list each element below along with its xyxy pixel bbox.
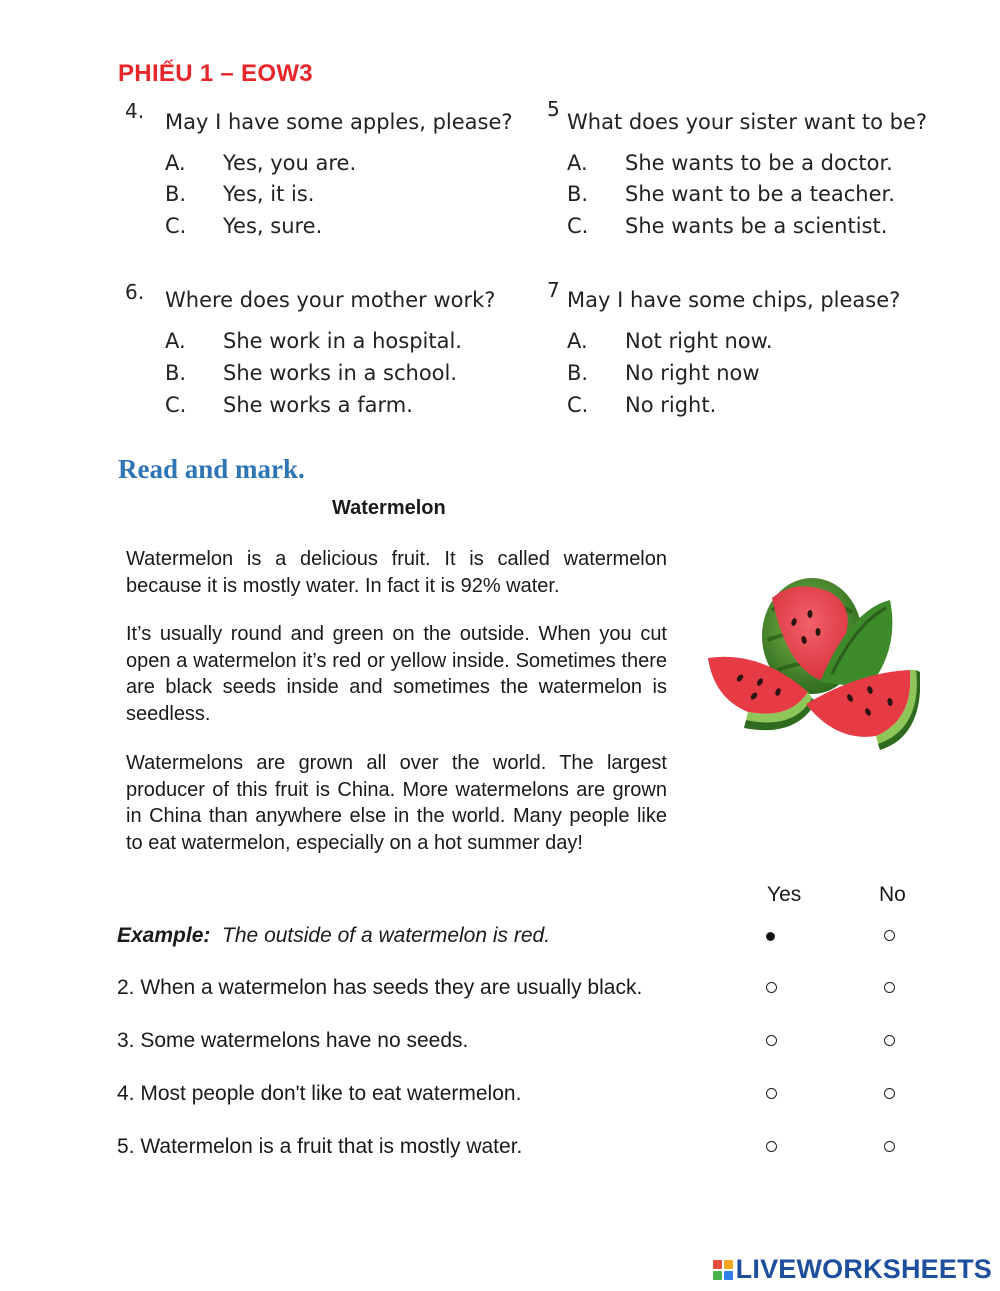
question-5-option-a[interactable]: A. She wants to be a doctor.	[567, 151, 893, 175]
question-4-option-c[interactable]: C. Yes, sure.	[165, 214, 323, 238]
passage-title: Watermelon	[332, 497, 446, 519]
statement-5-yes-radio[interactable]	[766, 1141, 777, 1152]
question-7-option-b[interactable]: B. No right now	[567, 361, 760, 385]
statement-3-no-radio[interactable]	[884, 1035, 895, 1046]
question-5-option-c[interactable]: C. She wants be a scientist.	[567, 214, 888, 238]
statement-2: 2. When a watermelon has seeds they are usually black.	[117, 976, 643, 999]
statement-3-yes-radio[interactable]	[766, 1035, 777, 1046]
question-7-number: 7	[547, 278, 560, 302]
section-title: Read and mark.	[118, 454, 305, 484]
question-5-number: 5	[547, 97, 560, 121]
liveworksheets-logo	[713, 1254, 992, 1285]
passage-paragraph-2: It’s usually round and green on the outside. When you cut open a watermelon it’s red or yellow inside. Sometimes there are black seeds inside and sometimes the watermelon is seedless.	[126, 623, 667, 725]
statement-2-no-radio[interactable]	[884, 982, 895, 993]
passage-paragraph-1: Watermelon is a delicious fruit. It is called watermelon because it is mostly water. In fact it is 92% water.	[126, 548, 667, 597]
question-7-option-a[interactable]: A. Not right now.	[567, 329, 773, 353]
question-6-number: 6.	[125, 280, 145, 304]
question-5-option-b[interactable]: B. She want to be a teacher.	[567, 182, 895, 206]
question-7-text: May I have some chips, please?	[567, 288, 901, 312]
statement-4-no-radio[interactable]	[884, 1088, 895, 1099]
question-4-option-a[interactable]: A. Yes, you are.	[165, 151, 357, 175]
question-4-number: 4.	[125, 99, 145, 123]
question-6-option-b[interactable]: B. She works in a school.	[165, 361, 458, 385]
example-statement: Example: The outside of a watermelon is red.	[117, 924, 551, 947]
question-5-text: What does your sister want to be?	[567, 110, 928, 134]
example-yes-radio-selected	[766, 932, 775, 941]
statement-5: 5. Watermelon is a fruit that is mostly water.	[117, 1135, 523, 1158]
question-6-option-c[interactable]: C. She works a farm.	[165, 393, 413, 417]
worksheet-title: PHIẾU 1 – EOW3	[118, 60, 313, 87]
statement-3: 3. Some watermelons have no seeds.	[117, 1029, 469, 1052]
question-7-option-c[interactable]: C. No right.	[567, 393, 717, 417]
question-6-option-a[interactable]: A. She work in a hospital.	[165, 329, 462, 353]
no-column-header: No	[879, 883, 906, 906]
watermelon-image	[700, 570, 920, 750]
example-no-radio	[884, 930, 895, 941]
statement-4: 4. Most people don't like to eat watermelon.	[117, 1082, 522, 1105]
yes-column-header: Yes	[767, 883, 802, 906]
question-4-text: May I have some apples, please?	[165, 110, 513, 134]
passage-paragraph-3: Watermelons are grown all over the world. The largest producer of this fruit is China. More watermelons are grown in China than anywhere else in the world. Many people like to eat watermelon, especially on a hot summer day!	[126, 752, 667, 854]
statement-4-yes-radio[interactable]	[766, 1088, 777, 1099]
statement-5-no-radio[interactable]	[884, 1141, 895, 1152]
logo-text: LIVEWORKSHEETS	[735, 1254, 992, 1284]
question-4-option-b[interactable]: B. Yes, it is.	[165, 182, 315, 206]
logo-icon	[713, 1260, 733, 1280]
question-6-text: Where does your mother work?	[165, 288, 496, 312]
statement-2-yes-radio[interactable]	[766, 982, 777, 993]
